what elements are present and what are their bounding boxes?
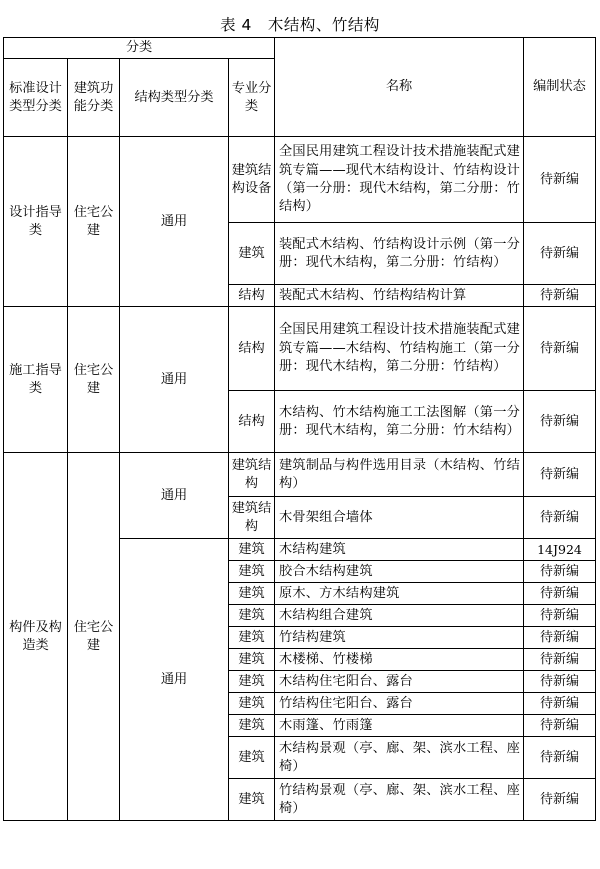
function-cell: 住宅公建 [68, 453, 120, 821]
name-cell: 木结构组合建筑 [275, 605, 524, 627]
name-cell: 木楼梯、竹楼梯 [275, 649, 524, 671]
discipline-cell: 建筑 [229, 715, 275, 737]
header-discipline: 专业分类 [229, 59, 275, 137]
status-cell: 14J924 [524, 539, 596, 561]
function-cell: 住宅公建 [68, 137, 120, 307]
design-type-cell: 设计指导类 [4, 137, 68, 307]
classification-table [3, 37, 596, 821]
table-row [4, 453, 596, 497]
name-cell: 全国民用建筑工程设计技术措施装配式建筑专篇——现代木结构设计、竹结构设计（第一分册：现代木结构，第二分册：竹结构） [275, 137, 524, 223]
name-cell: 竹结构景观（亭、廊、架、滨水工程、座椅） [275, 779, 524, 821]
name-cell: 竹结构住宅阳台、露台 [275, 693, 524, 715]
discipline-cell: 建筑 [229, 539, 275, 561]
status-cell: 待新编 [524, 649, 596, 671]
structure-type-cell: 通用 [120, 539, 229, 821]
discipline-cell: 建筑 [229, 737, 275, 779]
name-cell: 竹结构建筑 [275, 627, 524, 649]
status-cell: 待新编 [524, 391, 596, 453]
discipline-cell: 建筑 [229, 561, 275, 583]
status-cell: 待新编 [524, 223, 596, 285]
function-cell: 住宅公建 [68, 307, 120, 453]
table-title: 表 4 木结构、竹结构 [220, 16, 380, 34]
name-cell: 装配式木结构、竹结构设计示例（第一分册：现代木结构，第二分册：竹结构） [275, 223, 524, 285]
discipline-cell: 建筑 [229, 693, 275, 715]
discipline-cell: 建筑 [229, 779, 275, 821]
status-cell: 待新编 [524, 693, 596, 715]
header-design-type: 标准设计类型分类 [4, 59, 68, 137]
status-cell: 待新编 [524, 737, 596, 779]
name-cell: 木结构住宅阳台、露台 [275, 671, 524, 693]
header-status: 编制状态 [524, 38, 596, 137]
discipline-cell: 结构 [229, 307, 275, 391]
discipline-cell: 结构 [229, 391, 275, 453]
design-type-cell: 施工指导类 [4, 307, 68, 453]
name-cell: 木结构、竹木结构施工工法图解（第一分册：现代木结构，第二分册：竹木结构） [275, 391, 524, 453]
structure-type-cell: 通用 [120, 307, 229, 453]
name-cell: 建筑制品与构件选用目录（木结构、竹结构） [275, 453, 524, 497]
name-cell: 木骨架组合墙体 [275, 497, 524, 539]
name-cell: 装配式木结构、竹结构结构计算 [275, 285, 524, 307]
name-cell: 木结构建筑 [275, 539, 524, 561]
header-category: 分类 [4, 38, 275, 59]
header-structure-type: 结构类型分类 [120, 59, 229, 137]
design-type-cell: 构件及构造类 [4, 453, 68, 821]
discipline-cell: 建筑 [229, 649, 275, 671]
structure-type-cell: 通用 [120, 137, 229, 307]
status-cell: 待新编 [524, 779, 596, 821]
discipline-cell: 建筑结构设备 [229, 137, 275, 223]
status-cell: 待新编 [524, 605, 596, 627]
status-cell: 待新编 [524, 137, 596, 223]
status-cell: 待新编 [524, 715, 596, 737]
name-cell: 胶合木结构建筑 [275, 561, 524, 583]
table-row [4, 307, 596, 391]
status-cell: 待新编 [524, 627, 596, 649]
discipline-cell: 建筑结构 [229, 497, 275, 539]
table-row [4, 137, 596, 223]
discipline-cell: 建筑 [229, 671, 275, 693]
status-cell: 待新编 [524, 583, 596, 605]
status-cell: 待新编 [524, 307, 596, 391]
name-cell: 原木、方木结构建筑 [275, 583, 524, 605]
discipline-cell: 建筑 [229, 605, 275, 627]
status-cell: 待新编 [524, 497, 596, 539]
status-cell: 待新编 [524, 561, 596, 583]
discipline-cell: 建筑 [229, 223, 275, 285]
structure-type-cell: 通用 [120, 453, 229, 539]
header-row [4, 38, 596, 59]
status-cell: 待新编 [524, 453, 596, 497]
name-cell: 全国民用建筑工程设计技术措施装配式建筑专篇——木结构、竹结构施工（第一分册：现代木结构，第二分册：竹结构） [275, 307, 524, 391]
discipline-cell: 建筑结构 [229, 453, 275, 497]
header-function: 建筑功能分类 [68, 59, 120, 137]
discipline-cell: 结构 [229, 285, 275, 307]
name-cell: 木雨篷、竹雨篷 [275, 715, 524, 737]
discipline-cell: 建筑 [229, 627, 275, 649]
status-cell: 待新编 [524, 671, 596, 693]
status-cell: 待新编 [524, 285, 596, 307]
header-name: 名称 [275, 38, 524, 137]
discipline-cell: 建筑 [229, 583, 275, 605]
name-cell: 木结构景观（亭、廊、架、滨水工程、座椅） [275, 737, 524, 779]
